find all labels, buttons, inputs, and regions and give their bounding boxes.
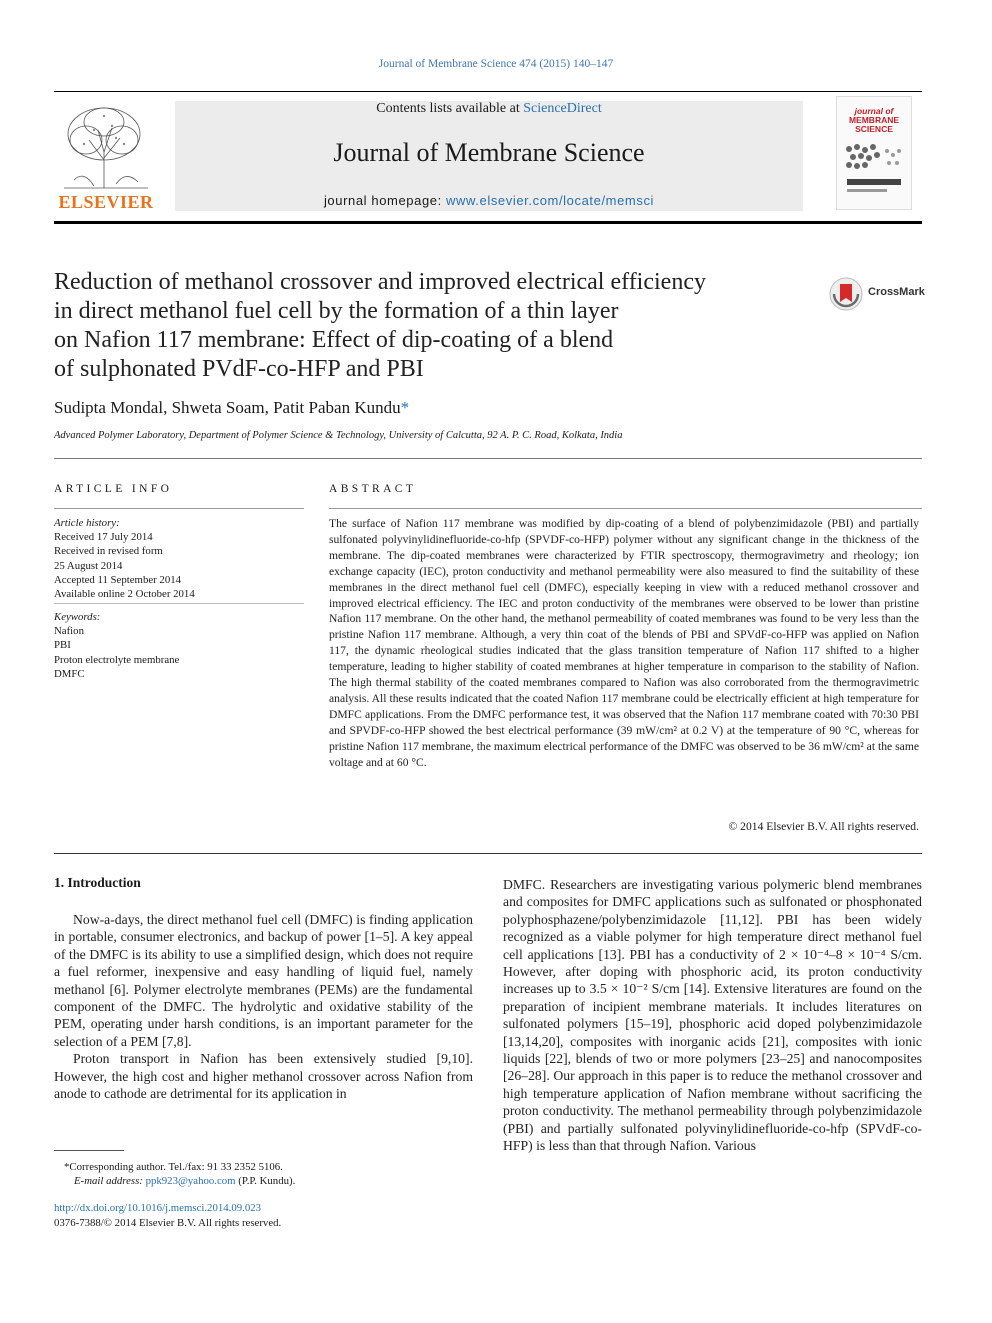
crossmark-label[interactable]: CrossMark [868,286,925,298]
authors-text: Sudipta Mondal, Shweta Soam, Patit Paban Kundu [54,398,401,417]
homepage-link[interactable]: www.elsevier.com/locate/memsci [446,193,655,208]
cover-graphic-icon [841,141,907,201]
article-info-heading: ARTICLE INFO [54,483,173,495]
keywords [54,610,179,681]
email-link[interactable]: ppk923@yahoo.com [145,1175,236,1187]
cover-line-2: MEMBRANE [848,115,900,125]
email-note [74,1174,295,1188]
title-divider [54,458,922,459]
masthead-top-rule [54,91,922,92]
sciencedirect-link[interactable]: ScienceDirect [523,101,602,116]
author-list [54,398,409,418]
cover-line-1: journal of [854,106,894,116]
article-title [54,268,794,384]
crossmark-icon[interactable] [828,276,868,312]
abstract-text: The surface of Nafion 117 membrane was modified by dip-coating of a blend of polybenzimidazole (PBI) and partially sulfonated polyvinylidinefluoride-co-hfp (SPVDF-co-HFP) polymer without any significant change in the thickness of the membrane. The dip-coated membranes were characterized by FTIR spectroscopy, thermogravimetry and rheology; ion exchange capacity (IEC), proton conductivity and methanol permeability were also measured to find the suitability of these membranes in the direct methanol fuel cell (DMFC), especially keeping in view with a reduced methanol crossover and improved electrical efficiency. The IEC and proton conductivity of the membranes were observed to be lower than pristine Nafion 117 membrane. On the other hand, the methanol permeability of coated membranes was found to be very less than the pristine Nafion 117 membrane. Although, a very thin coat of the blends of PBI and SPVdF-co-HFP was applied on Nafion 117, the dynamic rheological studies indicated that the glass transition temperature of Nafion 117 shifted to a higher temperature, leading to higher stability of coated membranes at higher temperature in comparison to the stability of Nafion. The high thermal stability of the coated membranes compared to Nafion was also corroborated from the thermogravimetric analysis. All these results indicated that the coated Nafion 117 membrane could be electrically efficient at high temperature for DMFC applications. From the DMFC performance test, it was observed that the Nafion 117 membrane coated with 70:30 PBI and SPVDF-co-HFP showed the best electrical performance (39 mW/cm² at 0.2 V) at the temperature of 90 °C, whereas for pristine Nafion 117 membrane, the maximum electrical performance of the DMFC was observed to be 36 mW/cm² at the same voltage and at 60 °C. [329,517,919,769]
section-heading-introduction: 1. Introduction [54,875,141,890]
history-item: Received in revised form [54,545,163,558]
history-item: Accepted 11 September 2014 [54,573,182,586]
affiliation: Advanced Polymer Laboratory, Department of Polymer Science & Technology, University of Calcutta, 92 A. P. C. Road, Kolkata, India [54,430,623,441]
intro-paragraph: Now-a-days, the direct methanol fuel cell (DMFC) is finding application in portable, consumer electronics, and backup of power [1–5]. A key appeal of the DMFC is its ability to use a simplified design, which does not require a fuel reformer, inexpensive and easy handling of liquid fuel, namely methanol [6]. Polymer electrolyte membranes (PEMs) are the fundamental component of the DMFC. The hydrolytic and oxidative stability of the PEM, operating under harsh conditions, is an important parameter for the selection of a PEM [7,8]. [54,912,473,1049]
title-line: on Nafion 117 membrane: Effect of dip-coating of a blend [54,327,614,353]
intro-paragraph: Proton transport in Nafion has been extensively studied [9,10]. However, the high cost and higher methanol crossover across Nafion from anode to cathode are detrimental for its application in [54,1051,473,1102]
body-column-right [503,876,922,1155]
title-line: Reduction of methanol crossover and improved electrical efficiency [54,269,706,295]
issn-line: 0376-7388/© 2014 Elsevier B.V. All rights reserved. [54,1217,282,1229]
abstract-copyright: © 2014 Elsevier B.V. All rights reserved. [728,820,919,833]
article-info-rule [54,508,304,509]
history-item: 25 August 2014 [54,559,123,572]
corresponding-author-mark[interactable]: * [400,398,410,417]
keyword: Proton electrolyte membrane [54,653,180,666]
keyword: Nafion [54,625,84,638]
keywords-label: Keywords: [54,611,101,623]
corresponding-author-note: *Corresponding author. Tel./fax: 91 33 2352 5106. [64,1161,283,1173]
title-line: of sulphonated PVdF-co-HFP and PBI [54,356,424,382]
contents-prefix: Contents lists available at [376,101,524,116]
title-line: in direct methanol fuel cell by the formation of a thin layer [54,298,619,324]
abstract-rule [329,508,922,509]
body-column-left [54,911,473,1102]
history-label: Article history: [54,517,120,529]
journal-cover-thumbnail [836,96,912,210]
doi-link[interactable]: http://dx.doi.org/10.1016/j.memsci.2014.09.023 [54,1202,262,1214]
journal-citation[interactable]: Journal of Membrane Science 474 (2015) 140–147 [378,58,614,70]
keyword: PBI [54,639,71,652]
homepage-prefix: journal homepage: [323,193,447,208]
footnote-rule [54,1150,124,1151]
email-suffix: (P.P. Kundu). [235,1175,296,1187]
history-item: Available online 2 October 2014 [54,588,195,601]
intro-paragraph: DMFC. Researchers are investigating various polymeric blend membranes and composites for DMFC applications such as sulfonated or phosphonated polyphosphazene/polybenzimidazole [11,12]. PBI has been widely recognized as a viable polymer for high temperature direct methanol fuel cell applications [13]. PBI has a conductivity of 2 × 10⁻⁴–8 × 10⁻⁴ S/cm. However, after doping with phosphoric acid, its proton conductivity increases up to 3.5 × 10⁻² S/cm [14]. Extensive literatures are found on the preparation of incipient membrane materials. It includes literatures on sulfonated polymers [15–19], phosphoric acid doped polybenzimidazole [13,14,20], composites with inorganic acids [21], composites with ionic liquids [22], blends of two or more polymers [23–25] and nanocomposites [26–28]. Our approach in this paper is to reduce the methanol crossover and high temperature application of Nafion membrane without sacrificing the proton conductivity. The methanol permeability through polybenzimidazole (PBI) and partially sulfonated polyvinylidinefluoride-co-hfp (SPVdF-co-HFP) is less than that through Nafion. Various [503,877,922,1154]
keywords-rule [54,603,304,604]
elsevier-wordmark: ELSEVIER [58,192,154,212]
masthead-bottom-rule [54,221,922,224]
keyword: DMFC [54,667,85,680]
article-history [54,516,195,601]
email-label: E-mail address: [74,1175,146,1187]
abstract-heading: ABSTRACT [329,483,417,495]
history-item: Received 17 July 2014 [54,531,153,544]
cover-line-3: SCIENCE [855,124,893,134]
journal-homepage [175,193,803,208]
contents-line [175,101,803,117]
journal-name: Journal of Membrane Science [333,138,645,167]
body-divider [54,853,922,854]
